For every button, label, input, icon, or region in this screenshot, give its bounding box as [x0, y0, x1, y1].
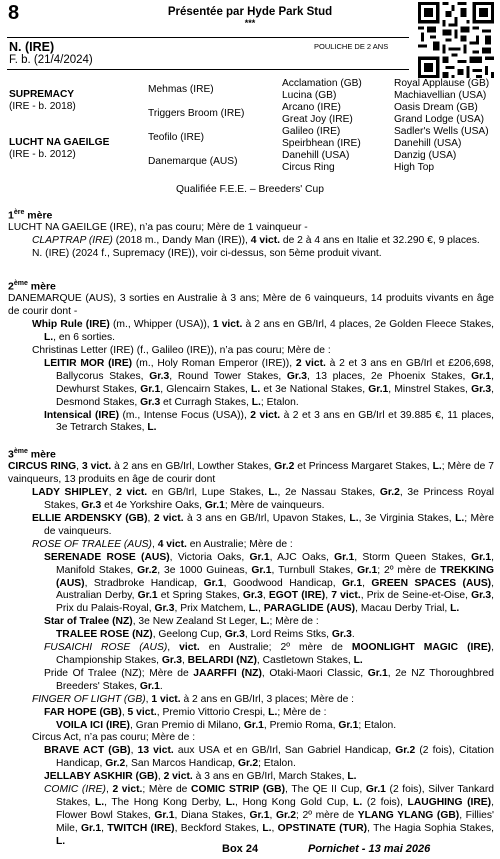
produce-entry: FAR HOPE (GB), 5 vict., Premio Vittorio Crespi, L.; Mère de : [44, 706, 327, 718]
presenter: Présentée par Hyde Park Stud [167, 6, 333, 18]
produce-entry: Circus Act, n’a pas couru; Mère de : [32, 732, 196, 744]
produce-entry: JELLABY ASKHIR (GB), 2 vict. à 3 ans en GB/Irl, March Stakes, L. [44, 771, 357, 783]
produce-entry: CLAPTRAP (IRE) (2018 m., Dandy Man (IRE)), 4 vict. de 2 à 4 ans en Italie et 32.290 €, 9 places. [32, 235, 480, 247]
produce-entry: N. (IRE) (2024 f., Supremacy (IRE)), voir ci-dessus, son 5ème produit vivant. [32, 248, 382, 260]
pedigree-gen2: Teofilo (IRE) [148, 132, 205, 143]
section-second-dam [8, 278, 494, 435]
pedigree-gen2: Mehmas (IRE) [148, 84, 214, 95]
pedigree-gen3: Speirbhean (IRE) [282, 138, 361, 149]
pedigree-gen4: Royal Applause (GB) [394, 78, 490, 89]
dam-detail: (IRE - b. 2012) [9, 149, 76, 160]
pedigree-gen3: Arcano (IRE) [282, 102, 341, 113]
pedigree-gen3: Great Joy (IRE) [282, 114, 353, 125]
horse-name: N. (IRE) [9, 40, 55, 54]
produce-entry: Intensical (IRE) (m., Intense Focus (USA)), 2 vict. à 2 et 3 ans en GB/Irl et 39.885 €, 11 places, 3e Tetrarch Stakes, L. [44, 409, 495, 434]
section-heading: 3ème mère [8, 448, 56, 461]
produce-entry: SERENADE ROSE (AUS), Victoria Oaks, Gr.1, AJC Oaks, Gr.1, Storm Queen Stakes, Gr.1, Manifold Stakes, Gr.2, 3e 1000 Guineas, Gr.1, Turnbull Stakes, Gr.1; 2º mère de TREKKING (AUS), Stradbroke Handicap, Gr.1, Goodwood Handicap, Gr.1, GREEN SPACES (AUS), Australian Derby, Gr.1 et Spring Stakes, Gr.3, EGOT (IRE), 7 vict., Prix de Seine-et-Oise, Gr.3, Prix du Palais-Royal, Gr.3, Prix Matchem, L., PARAGLIDE (AUS), Macau Derby Trial, L. [44, 551, 495, 615]
pedigree-gen4: Danzig (USA) [394, 150, 457, 161]
lot-number: 8 [8, 2, 20, 24]
qualification: Qualifiée F.E.E. – Breeders' Cup [176, 184, 324, 195]
pedigree-gen2: Triggers Broom (IRE) [148, 108, 245, 119]
sire-detail: (IRE - b. 2018) [9, 101, 76, 112]
horse-category: POULICHE DE 2 ANS [314, 42, 389, 51]
footer-box: Box 24 [222, 843, 259, 855]
pedigree-gen4: High Top [394, 162, 435, 173]
produce-entry: ROSE OF TRALEE (AUS), 4 vict. en Australie; Mère de : [32, 538, 293, 550]
pedigree-gen4: Grand Lodge (USA) [394, 114, 485, 125]
produce-entry: ELLIE ARDENSKY (GB), 2 vict. à 3 ans en GB/Irl, Upavon Stakes, L., 3e Virginia Stakes, L.; Mère de vainqueurs. [32, 513, 494, 537]
header-rule-top [7, 37, 409, 38]
section-heading: 1ère mère [8, 209, 53, 222]
pedigree-gen2: Danemarque (AUS) [148, 156, 238, 167]
produce-entry: Whip Rule (IRE) (m., Whipper (USA)), 1 vict. à 2 ans en GB/Irl, 4 places, 2e Golden Fleece Stakes, L., en 6 sorties. [32, 319, 494, 344]
produce-entry: LEITIR MOR (IRE) (m., Holy Roman Emperor (IRE)), 2 vict. à 2 et 3 ans en GB/Irl et £206,698, Ballycorus Stakes, Gr.3, Round Tower Stakes, Gr.3, 13 places, 2e Phoenix Stakes, Gr.1, Dewhurst Stakes, Gr.1, Glencairn Stakes, L. et 3e National Stakes, Gr.1, Minstrel Stakes, Gr.3, Desmond Stakes, Gr.3 et Curragh Stakes, L.; Etalon. [44, 357, 494, 408]
produce-entry: BRAVE ACT (GB), 13 vict. aux USA et en GB/Irl, San Gabriel Handicap, Gr.2 (2 fois), Citation Handicap, Gr.2, San Marcos Handicap, Gr.2; Etalon. [44, 745, 494, 770]
dam-paragraph: DANEMARQUE (AUS), 3 sorties en Australie à 3 ans; Mère de 6 vainqueurs, 14 produits vivants en âge de courir dont - [8, 293, 494, 318]
pedigree-gen4: Sadler's Wells (USA) [394, 126, 489, 137]
stars: *** [244, 18, 256, 28]
produce-entry: Star of Tralee (NZ), 3e New Zealand St Leger, L.; Mère de : [44, 616, 319, 628]
section-third-dam [8, 446, 494, 849]
header-rule-bottom [7, 69, 409, 70]
produce-entry: VOILA ICI (IRE), Gran Premio di Milano, Gr.1, Premio Roma, Gr.1; Etalon. [56, 719, 397, 731]
qr-code-icon [418, 2, 494, 78]
pedigree-gen4: Machiavellian (USA) [394, 90, 487, 101]
pedigree-gen3: Lucina (GB) [282, 90, 337, 101]
produce-entry: COMIC (IRE), 2 vict.; Mère de COMIC STRIP (GB), The QE II Cup, Gr.1 (2 fois), Silver Tankard Stakes, L., The Hong Kong Derby, L., Hong Kong Gold Cup, L. (2 fois), LAUGHING (IRE), Flower Bowl Stakes, Gr.1, Diana Stakes, Gr.1, Gr.2; 2º mère de YLANG YLANG (GB), Fillies' Mile, Gr.1, TWITCH (IRE), Beckford Stakes, L., OPSTINATE (TUR), The Hagia Sophia Stakes, L. [44, 784, 495, 847]
produce-entry: FINGER OF LIGHT (GB), 1 vict. à 2 ans en GB/Irl, 3 places; Mère de : [32, 693, 355, 705]
dam-paragraph: CIRCUS RING, 3 vict. à 2 ans en GB/Irl, Lowther Stakes, Gr.2 et Princess Margaret Stakes, L.; Mère de 7 vainqueurs, 13 produits en âge de courir dont [8, 461, 494, 486]
section-heading: 2ème mère [8, 280, 56, 293]
dam-paragraph: LUCHT NA GAEILGE (IRE), n’a pas couru; Mère de 1 vainqueur - [8, 222, 308, 234]
pedigree-gen3: Galileo (IRE) [282, 126, 341, 137]
produce-entry: LADY SHIPLEY, 2 vict. en GB/Irl, Lupe Stakes, L., 2e Nassau Stakes, Gr.2, 3e Princess Royal Stakes, Gr.3 et 4e Yorkshire Oaks, Gr.1; Mère de vainqueurs. [32, 487, 494, 512]
sire-name: SUPREMACY [9, 89, 75, 100]
pedigree-gen3: Circus Ring [282, 162, 335, 173]
footer-sale: Pornichet - 13 mai 2026 [308, 843, 431, 855]
section-first-dam [8, 207, 494, 261]
produce-entry: Pride Of Tralee (NZ); Mère de JAARFFI (NZ), Otaki-Maori Classic, Gr.1, 2e NZ Thoroughbred Breeders' Stakes, Gr.1. [44, 667, 494, 692]
dam-name: LUCHT NA GAEILGE [9, 137, 110, 148]
produce-entry: FUSAICHI ROSE (AUS), vict. en Australie; 2º mère de MOONLIGHT MAGIC (IRE), Championship Stakes, Gr.3, BELARDI (NZ), Castletown Stakes, L. [44, 642, 494, 666]
pedigree-gen3: Acclamation (GB) [282, 78, 362, 89]
produce-entry: Christinas Letter (IRE) (f., Galileo (IRE)), n’a pas couru; Mère de : [32, 345, 331, 357]
pedigree-gen4: Oasis Dream (GB) [394, 102, 478, 113]
horse-description: F. b. (21/4/2024) [9, 54, 93, 66]
pedigree-gen3: Danehill (USA) [282, 150, 350, 161]
pedigree-gen4: Danehill (USA) [394, 138, 462, 149]
produce-entry: TRALEE ROSE (NZ), Geelong Cup, Gr.3, Lord Reims Stks, Gr.3. [56, 629, 355, 641]
